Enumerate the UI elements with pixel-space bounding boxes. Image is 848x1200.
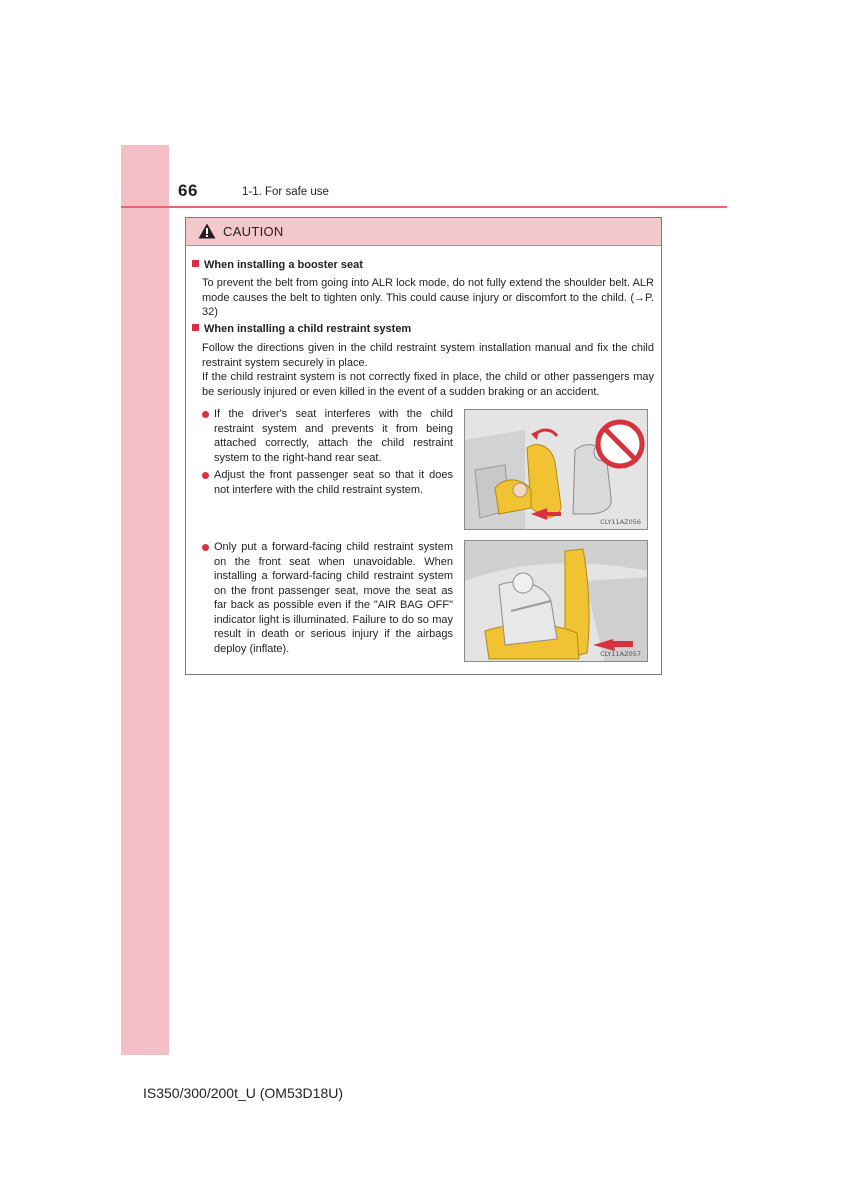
bullet-passenger-seat: Adjust the front passenger seat so that it does not interfere with the child restraint system. <box>202 468 453 497</box>
round-bullet-icon <box>202 544 209 551</box>
square-bullet-icon <box>192 324 199 331</box>
round-bullet-icon <box>202 411 209 418</box>
caution-header <box>186 218 661 246</box>
child-restraint-heading: When installing a child restraint system <box>192 322 411 336</box>
figure-code: CLY11AZ056 <box>600 518 641 526</box>
warning-triangle-icon <box>198 223 216 239</box>
model-footer: IS350/300/200t_U (OM53D18U) <box>143 1085 343 1101</box>
child-restraint-text-1: Follow the directions given in the child restraint system installation manual and fix the child restraint system securely in place. <box>202 342 654 369</box>
round-bullet-icon <box>202 472 209 479</box>
square-bullet-icon <box>192 260 199 267</box>
chapter-side-tab <box>121 145 169 1055</box>
figure-code: CLY11AZ057 <box>600 650 641 658</box>
figure-forward-facing-front-seat <box>464 540 648 662</box>
booster-seat-heading: When installing a booster seat <box>192 258 363 272</box>
child-restraint-text-2: If the child restraint system is not correctly fixed in place, the child or other passengers may be seriously injured or even killed in the event of a sudden braking or an accident. <box>202 371 654 398</box>
front-seat-forward-facing-illustration <box>465 541 648 662</box>
page-number: 66 <box>178 181 198 200</box>
rear-seat-interference-illustration <box>465 410 648 530</box>
bullet-forward-facing: Only put a forward-facing child restraint system on the front seat when unavoidable. When installing a forward-facing child restraint system on the front passenger seat, move the seat as far back as possible even if the "AIR BAG OFF" indicator light is illuminated. Failure to do so may result in death or serious injury if the airbags deploy (inflate). <box>202 540 453 656</box>
caution-title: CAUTION <box>223 224 284 239</box>
caution-box <box>185 217 662 675</box>
header-divider <box>121 206 727 208</box>
section-title: 1-1. For safe use <box>242 186 329 198</box>
bullet-driver-seat: If the driver's seat interferes with the child restraint system and prevents it from being attached correctly, attach the child restraint system to the right-hand rear seat. <box>202 407 453 465</box>
booster-seat-text: To prevent the belt from going into ALR lock mode, do not fully extend the shoulder belt. ALR mode causes the belt to tighten only. This could cause injury or discomfort to the child. (→P. 32) <box>202 277 654 318</box>
figure-rear-facing-prohibited <box>464 409 648 530</box>
